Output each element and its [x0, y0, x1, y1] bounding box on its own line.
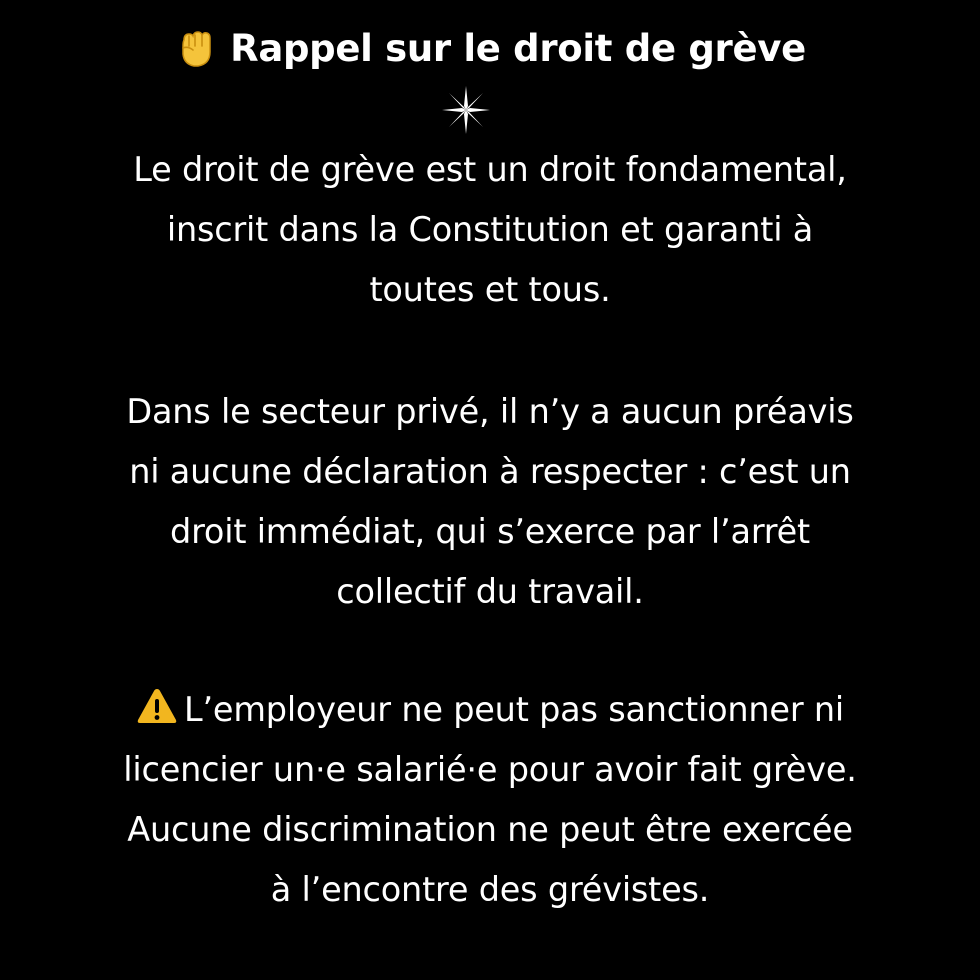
text-line: L’employeur ne peut pas sanctionner ni [184, 690, 844, 729]
text-line: collectif du travail. [336, 572, 644, 611]
text-line: Aucune discrimination ne peut être exercée [127, 810, 853, 849]
paragraph-employer-warning [40, 680, 940, 920]
text-line: licencier un·e salarié·e pour avoir fait grève. [123, 750, 857, 789]
text-line: ni aucune déclaration à respecter : c’est un [129, 452, 851, 491]
text-line: droit immédiat, qui s’exerce par l’arrêt [170, 512, 810, 551]
paragraph-fundamental-right [40, 140, 940, 320]
post-title [0, 22, 980, 74]
warning-icon [136, 687, 178, 725]
post-title-text: Rappel sur le droit de grève [230, 26, 806, 70]
text-line: à l’encontre des grévistes. [270, 870, 710, 909]
text-line: inscrit dans la Constitution et garanti à [166, 210, 814, 249]
paragraph-private-sector [40, 382, 940, 622]
sparkle-icon [440, 84, 492, 136]
text-line: toutes et tous. [369, 270, 611, 309]
raised-fist-icon [174, 26, 218, 70]
text-line: Le droit de grève est un droit fondamental, [133, 150, 847, 189]
text-line: Dans le secteur privé, il n’y a aucun préavis [126, 392, 854, 431]
warning-line [40, 680, 940, 740]
